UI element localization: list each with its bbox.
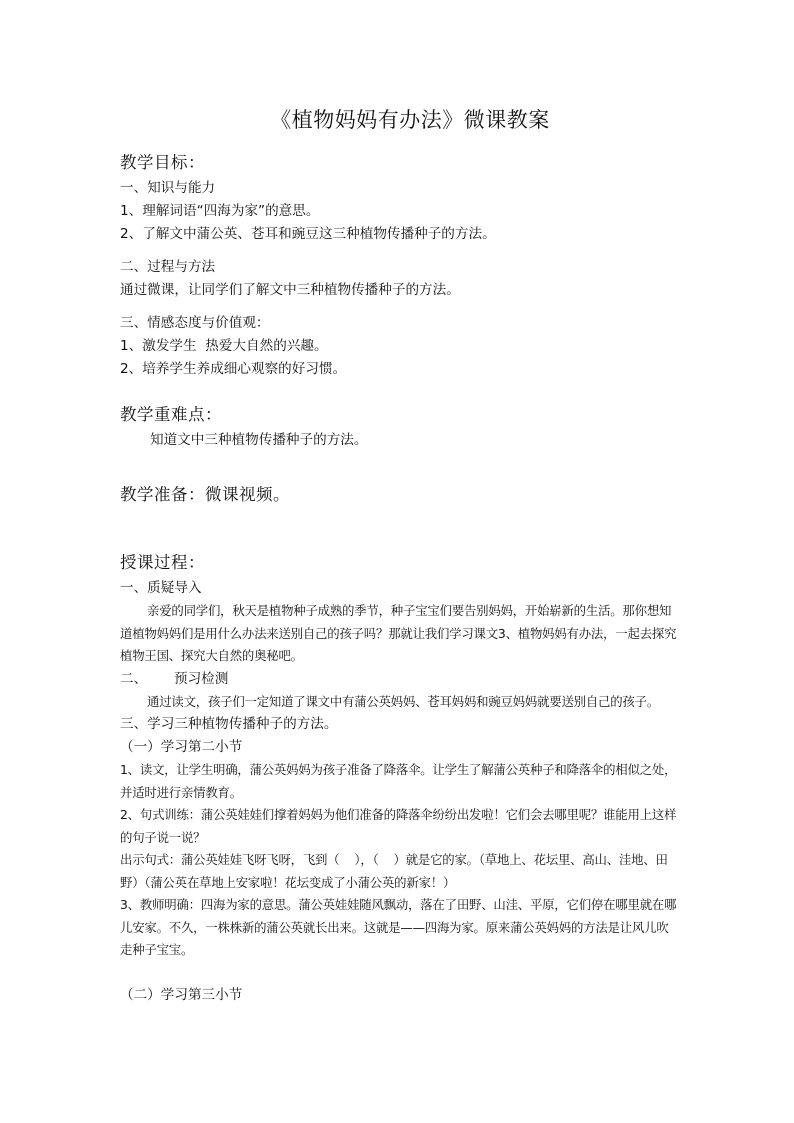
section-paragraph: 通过读文，孩子们一定知道了课文中有蒲公英妈妈、苍耳妈妈和豌豆妈妈就要送别自己的孩子。 [147, 693, 660, 709]
section-heading [120, 668, 680, 691]
subsection-item: 1、读文，让学生明确，蒲公英妈妈为孩子准备了降落伞。让学生了解蒲公英种子和降落伞的相似之处，并适时进行亲情教育。 [120, 762, 677, 800]
subsection-item: 2、句式训练：蒲公英娃娃们撑着妈妈为他们准备的降落伞纷纷出发啦！它们会去哪里呢？谁能用上这样的句子说一说？ [120, 807, 677, 845]
section-number: 二、 [120, 670, 148, 687]
subsection-item: 3、教师明确：四海为家的意思。蒲公英娃娃随风飘动，落在了田野、山洼、平原，它们停在哪里就在哪儿安家。不久，一株株新的蒲公英就长出来。这就是——四海为家。原来蒲公英妈妈的方法是让风儿吹走种子宝宝。 [120, 897, 677, 957]
subsection-heading: （二）学习第三小节 [120, 986, 243, 1003]
subsection-heading: （一）学习第二小节 [120, 739, 243, 755]
preparation-text: 教学准备：微课视频。 [120, 485, 290, 504]
document-content [120, 104, 680, 1007]
knowledge-item: 2、了解文中蒲公英、苍耳和豌豆这三种植物传播种子的方法。 [120, 226, 496, 242]
emotion-item: 1、激发学生 热爱大自然的兴趣。 [120, 338, 328, 354]
teaching-process-heading: 授课过程： [120, 553, 205, 572]
section-label: 预习检测 [174, 670, 229, 687]
subsection-item: 出示句式：蒲公英娃娃飞呀飞呀，飞到（ ），（ ）就是它的家。（草地上、花坛里、高山、洼地、田野）（蒲公英在草地上安家啦！花坛变成了小蒲公英的新家！） [120, 852, 668, 890]
key-points-text: 知道文中三种植物传播种子的方法。 [150, 432, 368, 448]
emotion-heading: 三、情感态度与价值观： [120, 315, 270, 331]
goals-heading: 教学目标： [120, 153, 205, 172]
section-paragraph: 亲爱的同学们，秋天是植物种子成熟的季节，种子宝宝们要告别妈妈，开始崭新的生活。那你想知道植物妈妈们是用什么办法来送别自己的孩子吗？那就让我们学习课文3、植物妈妈有办法，一起去探究植物王国、探究大自然的奥秘吧。 [120, 603, 677, 663]
document-title: 《植物妈妈有办法》微课教案 [270, 108, 550, 132]
key-points-heading: 教学重难点： [120, 405, 222, 424]
knowledge-heading: 一、知识与能力 [120, 180, 216, 196]
emotion-item: 2、培养学生养成细心观察的好习惯。 [120, 361, 347, 377]
section-heading: 三、学习三种植物传播种子的方法。 [120, 716, 338, 732]
process-method-text: 通过微课，让同学们了解文中三种植物传播种子的方法。 [120, 282, 460, 298]
knowledge-item: 1、理解词语“四海为家”的意思。 [120, 203, 320, 219]
process-method-heading: 二、过程与方法 [120, 259, 216, 275]
section-heading: 一、质疑导入 [120, 580, 202, 596]
